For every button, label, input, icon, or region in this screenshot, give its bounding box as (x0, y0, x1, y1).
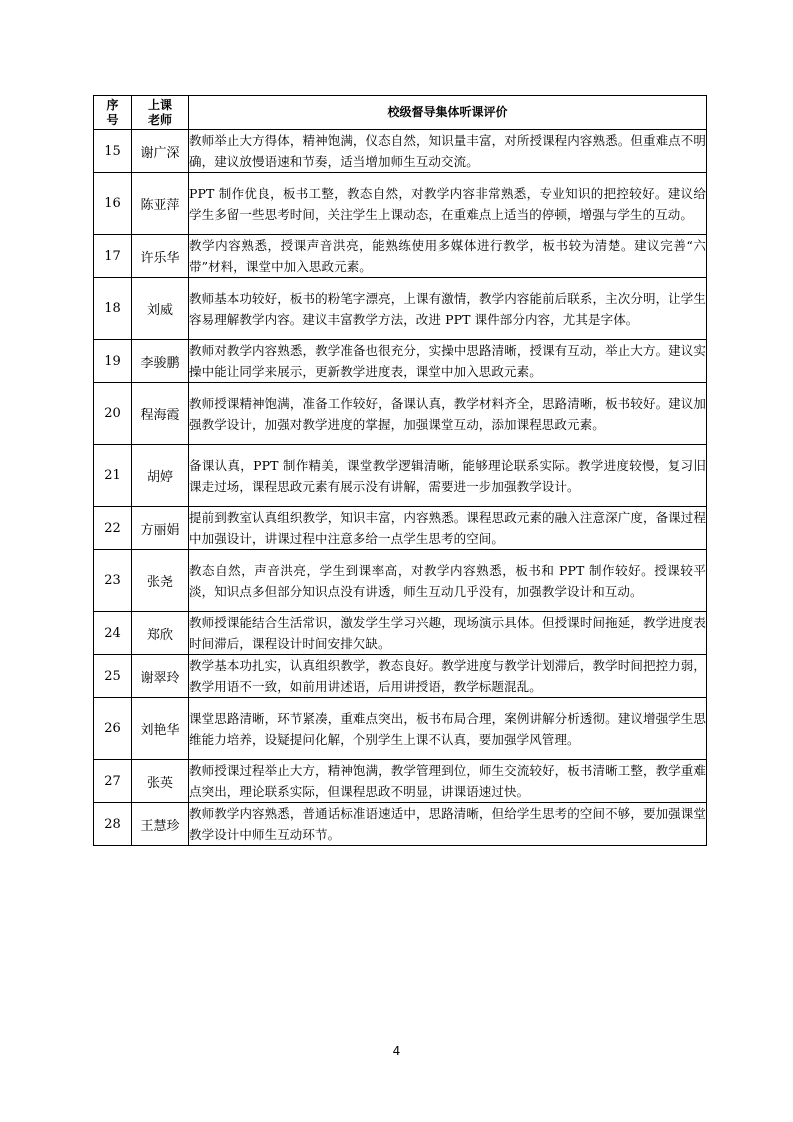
table-row (94, 507, 707, 550)
row-teacher: 郑欣 (132, 612, 189, 655)
row-number: 22 (94, 507, 132, 550)
row-evaluation: 教学内容熟悉，授课声音洪亮，能熟练使用多媒体进行教学，板书较为清楚。建议完善“六带”材料，课堂中加入思政元素。 (189, 235, 707, 278)
row-evaluation: 教师对教学内容熟悉，教学准备也很充分，实操中思路清晰，授课有互动，举止大方。建议实操中能让同学来展示，更新教学进度表，课堂中加入思政元素。 (189, 340, 707, 383)
header-number: 序号 (94, 96, 132, 130)
row-teacher: 张尧 (132, 550, 189, 612)
table-row (94, 655, 707, 698)
table-row (94, 550, 707, 612)
row-number: 15 (94, 130, 132, 173)
row-evaluation: 教师基本功较好，板书的粉笔字漂亮，上课有激情，教学内容能前后联系，主次分明，让学生容易理解教学内容。建议丰富教学方法，改进 PPT 课件部分内容，尤其是字体。 (189, 278, 707, 340)
row-teacher: 刘威 (132, 278, 189, 340)
row-teacher: 谢翠玲 (132, 655, 189, 698)
row-number: 20 (94, 383, 132, 445)
table-row (94, 340, 707, 383)
row-number: 21 (94, 445, 132, 507)
header-evaluation: 校级督导集体听课评价 (189, 96, 707, 130)
row-teacher: 李骏鹏 (132, 340, 189, 383)
row-number: 16 (94, 173, 132, 235)
table-row (94, 130, 707, 173)
row-teacher: 王慧珍 (132, 803, 189, 846)
table-row (94, 383, 707, 445)
row-number: 24 (94, 612, 132, 655)
row-evaluation: 提前到教室认真组织教学，知识丰富，内容熟悉。课程思政元素的融入注意深广度，备课过程中加强设计，讲课过程中注意多给一点学生思考的空间。 (189, 507, 707, 550)
row-teacher: 胡婷 (132, 445, 189, 507)
row-evaluation: 教师授课能结合生活常识，激发学生学习兴趣，现场演示具体。但授课时间拖延，教学进度表时间滞后，课程设计时间安排欠缺。 (189, 612, 707, 655)
table-row (94, 445, 707, 507)
row-teacher: 刘艳华 (132, 698, 189, 760)
table-row (94, 760, 707, 803)
row-number: 23 (94, 550, 132, 612)
table-row (94, 612, 707, 655)
row-teacher: 许乐华 (132, 235, 189, 278)
table-row (94, 698, 707, 760)
row-evaluation: 备课认真，PPT 制作精美，课堂教学逻辑清晰，能够理论联系实际。教学进度较慢，复习旧课走过场，课程思政元素有展示没有讲解，需要进一步加强教学设计。 (189, 445, 707, 507)
table-row (94, 278, 707, 340)
row-evaluation: 教学基本功扎实，认真组织教学，教态良好。教学进度与教学计划滞后，教学时间把控力弱，教学用语不一致，如前用讲述语，后用讲授语，教学标题混乱。 (189, 655, 707, 698)
row-evaluation: 教师举止大方得体，精神饱满，仪态自然，知识量丰富，对所授课程内容熟悉。但重难点不明确，建议放慢语速和节奏，适当增加师生互动交流。 (189, 130, 707, 173)
row-teacher: 谢广深 (132, 130, 189, 173)
row-teacher: 陈亚萍 (132, 173, 189, 235)
row-number: 18 (94, 278, 132, 340)
row-evaluation: 教师授课过程举止大方，精神饱满，教学管理到位，师生交流较好，板书清晰工整，教学重难点突出，理论联系实际，但课程思政不明显，讲课语速过快。 (189, 760, 707, 803)
row-number: 28 (94, 803, 132, 846)
row-teacher: 张英 (132, 760, 189, 803)
row-evaluation: 教态自然，声音洪亮，学生到课率高，对教学内容熟悉，板书和 PPT 制作较好。授课较平淡，知识点多但部分知识点没有讲透，师生互动几乎没有，加强教学设计和互动。 (189, 550, 707, 612)
row-number: 17 (94, 235, 132, 278)
evaluation-table (93, 95, 707, 846)
row-teacher: 方丽娟 (132, 507, 189, 550)
row-evaluation: 教师教学内容熟悉，普通话标准语速适中，思路清晰，但给学生思考的空间不够，要加强课堂教学设计中师生互动环节。 (189, 803, 707, 846)
table-row (94, 173, 707, 235)
header-teacher: 上课老师 (132, 96, 189, 130)
row-number: 25 (94, 655, 132, 698)
row-evaluation: 教师授课精神饱满，准备工作较好，备课认真，教学材料齐全，思路清晰，板书较好。建议加强教学设计，加强对教学进度的掌握，加强课堂互动，添加课程思政元素。 (189, 383, 707, 445)
table-row (94, 235, 707, 278)
row-teacher: 程海霞 (132, 383, 189, 445)
row-evaluation: 课堂思路清晰，环节紧凑，重难点突出，板书布局合理，案例讲解分析透彻。建议增强学生思维能力培养，设疑提问化解，个别学生上课不认真，要加强学风管理。 (189, 698, 707, 760)
row-number: 26 (94, 698, 132, 760)
page-number: 4 (392, 1044, 401, 1058)
row-evaluation: PPT 制作优良，板书工整，教态自然，对教学内容非常熟悉，专业知识的把控较好。建议给学生多留一些思考时间，关注学生上课动态，在重难点上适当的停顿，增强与学生的互动。 (189, 173, 707, 235)
row-number: 19 (94, 340, 132, 383)
row-number: 27 (94, 760, 132, 803)
table-header-row (94, 96, 707, 130)
table-row (94, 803, 707, 846)
